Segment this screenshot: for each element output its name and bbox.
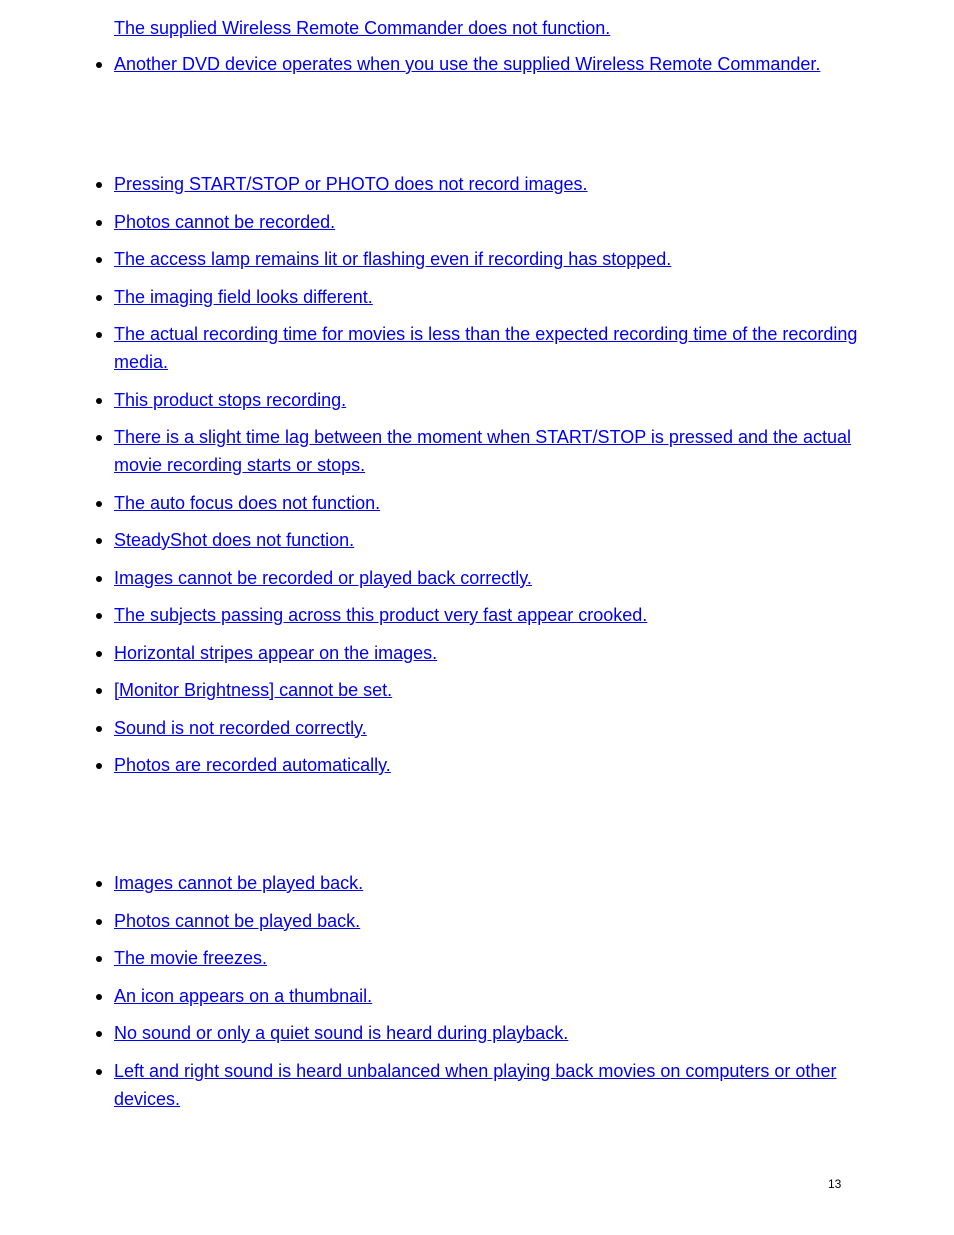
topic-link[interactable]: An icon appears on a thumbnail. <box>114 985 373 1006</box>
topic-link[interactable]: Photos cannot be recorded. <box>114 211 336 232</box>
topic-link[interactable]: Photos are recorded automatically. <box>114 755 391 775</box>
list-item <box>0 907 954 935</box>
topic-link[interactable]: Sound is not recorded correctly. <box>114 717 367 738</box>
list-item <box>0 423 954 479</box>
list-item <box>0 245 954 273</box>
topic-link[interactable]: There is a slight time lag between the moment when START/STOP is pressed and the actual movie recording starts or stops. <box>114 427 852 475</box>
list-item <box>0 489 954 517</box>
topic-link[interactable]: The movie freezes. <box>114 948 268 968</box>
list-item <box>0 526 954 554</box>
topic-link[interactable]: The access lamp remains lit or flashing even if recording has stopped. <box>114 249 672 269</box>
list-item <box>0 714 954 742</box>
topic-link[interactable]: Left and right sound is heard unbalanced when playing back movies on computers or other devices. <box>114 1060 837 1109</box>
list-item <box>0 1057 954 1113</box>
topic-link[interactable]: Horizontal stripes appear on the images. <box>114 642 438 663</box>
list-item <box>0 1019 954 1047</box>
topic-link[interactable]: No sound or only a quiet sound is heard during playback. <box>114 1023 569 1043</box>
list-item <box>0 751 954 779</box>
list-item <box>0 869 954 897</box>
list-item <box>0 944 954 972</box>
topic-link[interactable]: The auto focus does not function. <box>114 492 381 513</box>
list-item <box>0 170 954 198</box>
continued-list-item <box>114 14 610 42</box>
topic-link[interactable]: Another DVD device operates when you use the supplied Wireless Remote Commander. <box>114 54 821 74</box>
topic-link[interactable]: Photos cannot be played back. <box>114 910 361 931</box>
list-item <box>0 320 954 376</box>
link-list-group-2 <box>0 170 954 789</box>
topic-link[interactable]: Images cannot be played back. <box>114 873 364 893</box>
list-item <box>0 639 954 667</box>
topic-link[interactable]: Images cannot be recorded or played back correctly. <box>114 567 532 588</box>
topic-link[interactable]: The actual recording time for movies is less than the expected recording time of the recording media. <box>114 324 858 372</box>
link-list-group-1 <box>0 50 954 88</box>
list-item <box>0 283 954 311</box>
list-item <box>0 982 954 1010</box>
topic-link[interactable]: [Monitor Brightness] cannot be set. <box>114 680 393 700</box>
list-item <box>0 564 954 592</box>
page-number: 13 <box>828 1177 842 1191</box>
continued-item-link[interactable]: The supplied Wireless Remote Commander does not function. <box>114 18 611 38</box>
topic-link[interactable]: The subjects passing across this product very fast appear crooked. <box>114 605 648 625</box>
link-list-group-3 <box>0 869 954 1122</box>
list-item <box>0 50 954 78</box>
list-item <box>0 601 954 629</box>
topic-link[interactable]: Pressing START/STOP or PHOTO does not record images. <box>114 174 588 194</box>
list-item <box>0 386 954 414</box>
list-item <box>0 208 954 236</box>
list-item <box>0 676 954 704</box>
topic-link[interactable]: The imaging field looks different. <box>114 286 373 307</box>
topic-link[interactable]: SteadyShot does not function. <box>114 530 355 550</box>
topic-link[interactable]: This product stops recording. <box>114 389 347 410</box>
